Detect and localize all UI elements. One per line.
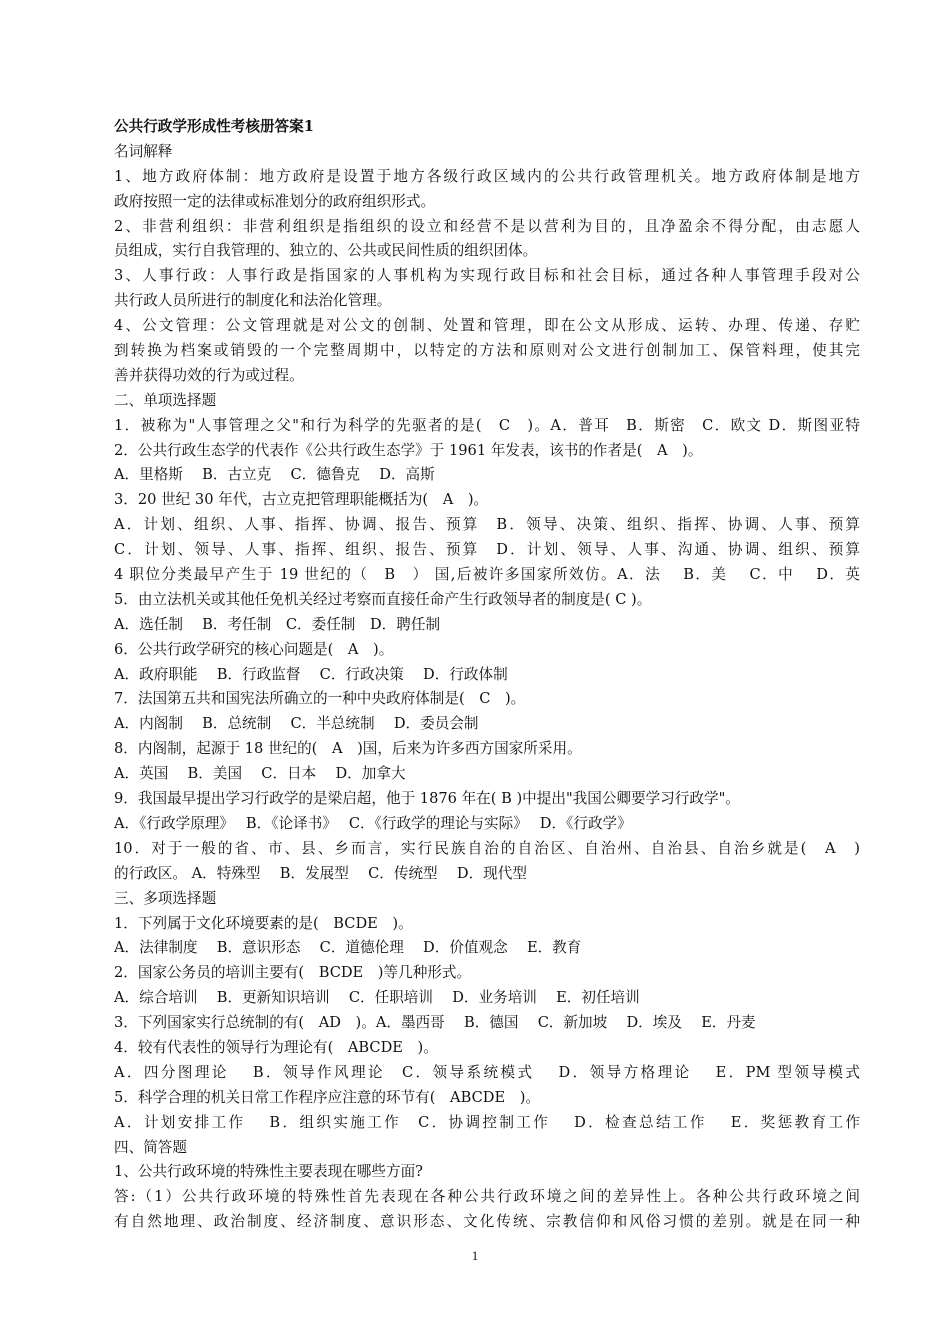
text-line: 2、非营利组织：非营利组织是指组织的设立和经营不是以营利为目的，且净盈余不得分配，由志愿人 xyxy=(114,217,860,235)
answer-line: 有自然地理、政治制度、经济制度、意识形态、文化传统、宗教信仰和风俗习惯的差别。就是在同一种 xyxy=(114,1213,860,1231)
question-line: 4 职位分类最早产生于 19 世纪的（ B ） 国,后被许多国家所效仿。A．法 B．美 C．中 D．英 xyxy=(114,566,860,584)
document-body xyxy=(114,115,860,1235)
question-line: 6．公共行政学研究的核心问题是( A )。 xyxy=(114,640,394,658)
answer-line: 答:（1）公共行政环境的特殊性首先表现在各种公共行政环境之间的差异性上。各种公共行政环境之间 xyxy=(114,1188,860,1206)
document-title: 公共行政学形成性考核册答案1 xyxy=(114,118,314,135)
question-line: 1．被称为"人事管理之父"和行为科学的先驱者的是( C )。A．普耳 B．斯密 C．欧文 D．斯图亚特 xyxy=(114,416,860,434)
options-line: A．里格斯 B．古立克 C．德鲁克 D．高斯 xyxy=(114,466,435,484)
question-line: 9．我国最早提出学习行政学的是梁启超，他于 1876 年在( B )中提出"我国公卿要学习行政学"。 xyxy=(114,790,740,808)
text-line: 1、地方政府体制：地方政府是设置于地方各级行政区域内的公共行政管理机关。地方政府体制是地方 xyxy=(114,167,860,185)
options-line: A．《行政学原理》 B．《论译书》 C．《行政学的理论与实际》 D．《行政学》 xyxy=(114,814,632,832)
text-line: 4、公文管理：公文管理就是对公文的创制、处置和管理，即在公文从形成、运转、办理、传递、存贮 xyxy=(114,317,860,335)
question-line: 4．较有代表性的领导行为理论有( ABCDE )。 xyxy=(114,1038,438,1056)
options-line: A．选任制 B．考任制 C．委任制 D．聘任制 xyxy=(114,615,441,633)
section-heading-terms: 名词解释 xyxy=(114,142,173,160)
options-line: A．综合培训 B．更新知识培训 C．任职培训 D．业务培训 E．初任培训 xyxy=(114,989,640,1007)
options-line: A．计划安排工作 B．组织实施工作 C．协调控制工作 D．检查总结工作 E．奖惩教育工作 xyxy=(114,1113,860,1131)
question-line: 5．由立法机关或其他任免机关经过考察而直接任命产生行政领导者的制度是( C )。 xyxy=(114,590,652,608)
text-line: 员组成，实行自我管理的、独立的、公共或民间性质的组织团体。 xyxy=(114,242,538,260)
question-line: 10．对于一般的省、市、县、乡而言，实行民族自治的自治区、自治州、自治县、自治乡就是( A ) xyxy=(114,839,860,857)
options-line: A．法律制度 B．意识形态 C．道德伦理 D．价值观念 E．教育 xyxy=(114,939,582,957)
options-line: A．内阁制 B．总统制 C．半总统制 D．委员会制 xyxy=(114,715,479,733)
question-line: 5．科学合理的机关日常工作程序应注意的环节有( ABCDE )。 xyxy=(114,1088,540,1106)
page-number: 1 xyxy=(471,1248,479,1263)
question-line: 7．法国第五共和国宪法所确立的一种中央政府体制是( C )。 xyxy=(114,690,526,708)
section-heading-short-answer: 四、简答题 xyxy=(114,1138,187,1156)
text-line: 到转换为档案或销毁的一个完整周期中，以特定的方法和原则对公文进行创制加工、保管料理，使其完 xyxy=(114,342,860,360)
text-line: 政府按照一定的法律或标准划分的政府组织形式。 xyxy=(114,192,436,210)
question-line: 3．20 世纪 30 年代，古立克把管理职能概括为( A )。 xyxy=(114,491,489,509)
options-line: A．政府职能 B．行政监督 C．行政决策 D．行政体制 xyxy=(114,665,508,683)
options-line: A．英国 B．美国 C．日本 D．加拿大 xyxy=(114,765,406,783)
options-line: C．计划、领导、人事、指挥、组织、报告、预算 D．计划、领导、人事、沟通、协调、组织、预算 xyxy=(114,541,860,559)
question-line: 1．下列属于文化环境要素的是( BCDE )。 xyxy=(114,914,413,932)
options-line: A．计划、组织、人事、指挥、协调、报告、预算 B．领导、决策、组织、指挥、协调、人事、预算 xyxy=(114,516,860,534)
question-line: 2．公共行政生态学的代表作《公共行政生态学》于 1961 年发表，该书的作者是( A )。 xyxy=(114,441,703,459)
text-line: 善并获得功效的行为或过程。 xyxy=(114,366,304,384)
question-line: 1、公共行政环境的特殊性主要表现在哪些方面? xyxy=(114,1163,423,1181)
question-line: 8．内阁制，起源于 18 世纪的( A )国，后来为许多西方国家所采用。 xyxy=(114,740,582,758)
section-heading-single-choice: 二、单项选择题 xyxy=(114,391,217,409)
options-line: 的行政区。 A．特殊型 B．发展型 C．传统型 D．现代型 xyxy=(114,864,527,882)
section-heading-multiple-choice: 三、多项选择题 xyxy=(114,889,217,907)
text-line: 3、人事行政：人事行政是指国家的人事机构为实现行政目标和社会目标，通过各种人事管理手段对公 xyxy=(114,267,860,285)
options-line: A．四分图理论 B．领导作风理论 C．领导系统模式 D．领导方格理论 E．PM 型领导模式 xyxy=(114,1063,860,1081)
text-line: 共行政人员所进行的制度化和法治化管理。 xyxy=(114,292,392,310)
question-line: 2．国家公务员的培训主要有( BCDE )等几种形式。 xyxy=(114,964,472,982)
question-line: 3．下列国家实行总统制的有( AD )。A．墨西哥 B．德国 C．新加坡 D．埃及 E．丹麦 xyxy=(114,1014,756,1032)
